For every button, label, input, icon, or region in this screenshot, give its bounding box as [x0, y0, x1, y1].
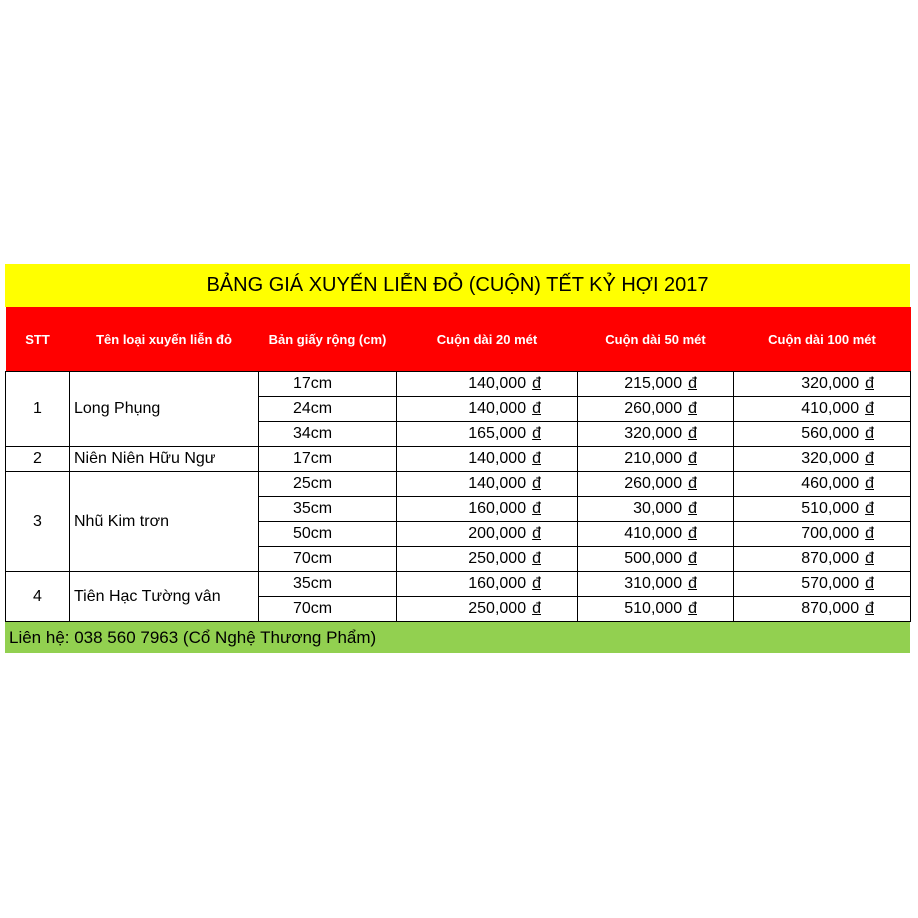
currency-symbol: đ	[532, 550, 541, 567]
price-100m	[734, 422, 911, 447]
price-50m	[578, 497, 734, 522]
price-value: 160,000	[468, 500, 527, 517]
price-value: 215,000	[624, 375, 683, 392]
table-row	[6, 372, 911, 397]
currency-symbol: đ	[865, 375, 874, 392]
paper-width: 24cm	[259, 397, 397, 422]
header-price-100m: Cuộn dài 100 mét	[734, 307, 911, 372]
paper-width: 35cm	[259, 497, 397, 522]
price-20m	[397, 472, 578, 497]
paper-width: 17cm	[259, 372, 397, 397]
header-price-20m: Cuộn dài 20 mét	[397, 307, 578, 372]
price-value: 200,000	[468, 525, 527, 542]
currency-symbol: đ	[688, 450, 697, 467]
price-value: 165,000	[468, 425, 527, 442]
header-price-50m: Cuộn dài 50 mét	[578, 307, 734, 372]
paper-width: 25cm	[259, 472, 397, 497]
price-20m	[397, 597, 578, 622]
price-value: 870,000	[801, 550, 860, 567]
currency-symbol: đ	[532, 600, 541, 617]
price-value: 700,000	[801, 525, 860, 542]
price-table-body	[6, 372, 911, 622]
currency-symbol: đ	[532, 575, 541, 592]
price-value: 140,000	[468, 450, 527, 467]
price-100m	[734, 472, 911, 497]
currency-symbol: đ	[688, 600, 697, 617]
price-100m	[734, 572, 911, 597]
currency-symbol: đ	[865, 450, 874, 467]
price-value: 250,000	[468, 550, 527, 567]
price-20m	[397, 572, 578, 597]
price-100m	[734, 597, 911, 622]
row-stt: 2	[6, 447, 70, 472]
price-value: 140,000	[468, 400, 527, 417]
currency-symbol: đ	[865, 500, 874, 517]
currency-symbol: đ	[865, 600, 874, 617]
price-100m	[734, 372, 911, 397]
currency-symbol: đ	[688, 375, 697, 392]
currency-symbol: đ	[865, 550, 874, 567]
currency-symbol: đ	[532, 400, 541, 417]
paper-width: 17cm	[259, 447, 397, 472]
price-100m	[734, 547, 911, 572]
price-50m	[578, 522, 734, 547]
currency-symbol: đ	[688, 575, 697, 592]
price-value: 320,000	[801, 375, 860, 392]
currency-symbol: đ	[688, 400, 697, 417]
price-value: 260,000	[624, 475, 683, 492]
price-100m	[734, 397, 911, 422]
currency-symbol: đ	[532, 450, 541, 467]
row-stt: 3	[6, 472, 70, 572]
price-50m	[578, 447, 734, 472]
currency-symbol: đ	[532, 425, 541, 442]
table-row	[6, 447, 911, 472]
price-table	[5, 307, 911, 622]
row-stt: 4	[6, 572, 70, 622]
price-value: 310,000	[624, 575, 683, 592]
header-name: Tên loại xuyến liễn đỏ	[70, 307, 259, 372]
paper-width: 35cm	[259, 572, 397, 597]
price-value: 560,000	[801, 425, 860, 442]
price-value: 140,000	[468, 375, 527, 392]
price-value: 870,000	[801, 600, 860, 617]
price-value: 320,000	[801, 450, 860, 467]
currency-symbol: đ	[688, 550, 697, 567]
price-value: 160,000	[468, 575, 527, 592]
price-value: 460,000	[801, 475, 860, 492]
price-value: 410,000	[624, 525, 683, 542]
row-stt: 1	[6, 372, 70, 447]
price-20m	[397, 372, 578, 397]
sheet-title: BẢNG GIÁ XUYẾN LIỄN ĐỎ (CUỘN) TẾT KỶ HỢI 2017	[5, 264, 910, 307]
product-name: Nhũ Kim trơn	[70, 472, 259, 572]
price-value: 510,000	[624, 600, 683, 617]
price-50m	[578, 397, 734, 422]
price-20m	[397, 447, 578, 472]
price-20m	[397, 497, 578, 522]
price-value: 510,000	[801, 500, 860, 517]
price-value: 140,000	[468, 475, 527, 492]
currency-symbol: đ	[865, 425, 874, 442]
price-value: 210,000	[624, 450, 683, 467]
header-width: Bản giấy rộng (cm)	[259, 307, 397, 372]
paper-width: 34cm	[259, 422, 397, 447]
currency-symbol: đ	[532, 475, 541, 492]
price-value: 500,000	[624, 550, 683, 567]
currency-symbol: đ	[532, 525, 541, 542]
currency-symbol: đ	[865, 575, 874, 592]
price-value: 570,000	[801, 575, 860, 592]
header-stt: STT	[6, 307, 70, 372]
table-row	[6, 472, 911, 497]
price-50m	[578, 422, 734, 447]
price-20m	[397, 422, 578, 447]
currency-symbol: đ	[688, 525, 697, 542]
currency-symbol: đ	[865, 400, 874, 417]
currency-symbol: đ	[688, 425, 697, 442]
price-sheet	[5, 264, 910, 653]
paper-width: 70cm	[259, 597, 397, 622]
price-value: 320,000	[624, 425, 683, 442]
table-row	[6, 572, 911, 597]
product-name: Tiên Hạc Tường vân	[70, 572, 259, 622]
currency-symbol: đ	[865, 475, 874, 492]
currency-symbol: đ	[532, 375, 541, 392]
currency-symbol: đ	[688, 475, 697, 492]
price-50m	[578, 372, 734, 397]
currency-symbol: đ	[865, 525, 874, 542]
price-value: 250,000	[468, 600, 527, 617]
paper-width: 50cm	[259, 522, 397, 547]
price-50m	[578, 597, 734, 622]
price-100m	[734, 497, 911, 522]
currency-symbol: đ	[688, 500, 697, 517]
product-name: Niên Niên Hữu Ngư	[70, 447, 259, 472]
header-row	[6, 307, 911, 372]
price-value: 410,000	[801, 400, 860, 417]
currency-symbol: đ	[532, 500, 541, 517]
price-20m	[397, 547, 578, 572]
product-name: Long Phụng	[70, 372, 259, 447]
price-50m	[578, 472, 734, 497]
price-value: 30,000	[633, 500, 683, 517]
contact-line: Liên hệ: 038 560 7963 (Cổ Nghệ Thương Phẩm)	[5, 622, 910, 653]
price-20m	[397, 397, 578, 422]
price-50m	[578, 547, 734, 572]
price-20m	[397, 522, 578, 547]
price-50m	[578, 572, 734, 597]
paper-width: 70cm	[259, 547, 397, 572]
price-100m	[734, 522, 911, 547]
price-100m	[734, 447, 911, 472]
price-value: 260,000	[624, 400, 683, 417]
